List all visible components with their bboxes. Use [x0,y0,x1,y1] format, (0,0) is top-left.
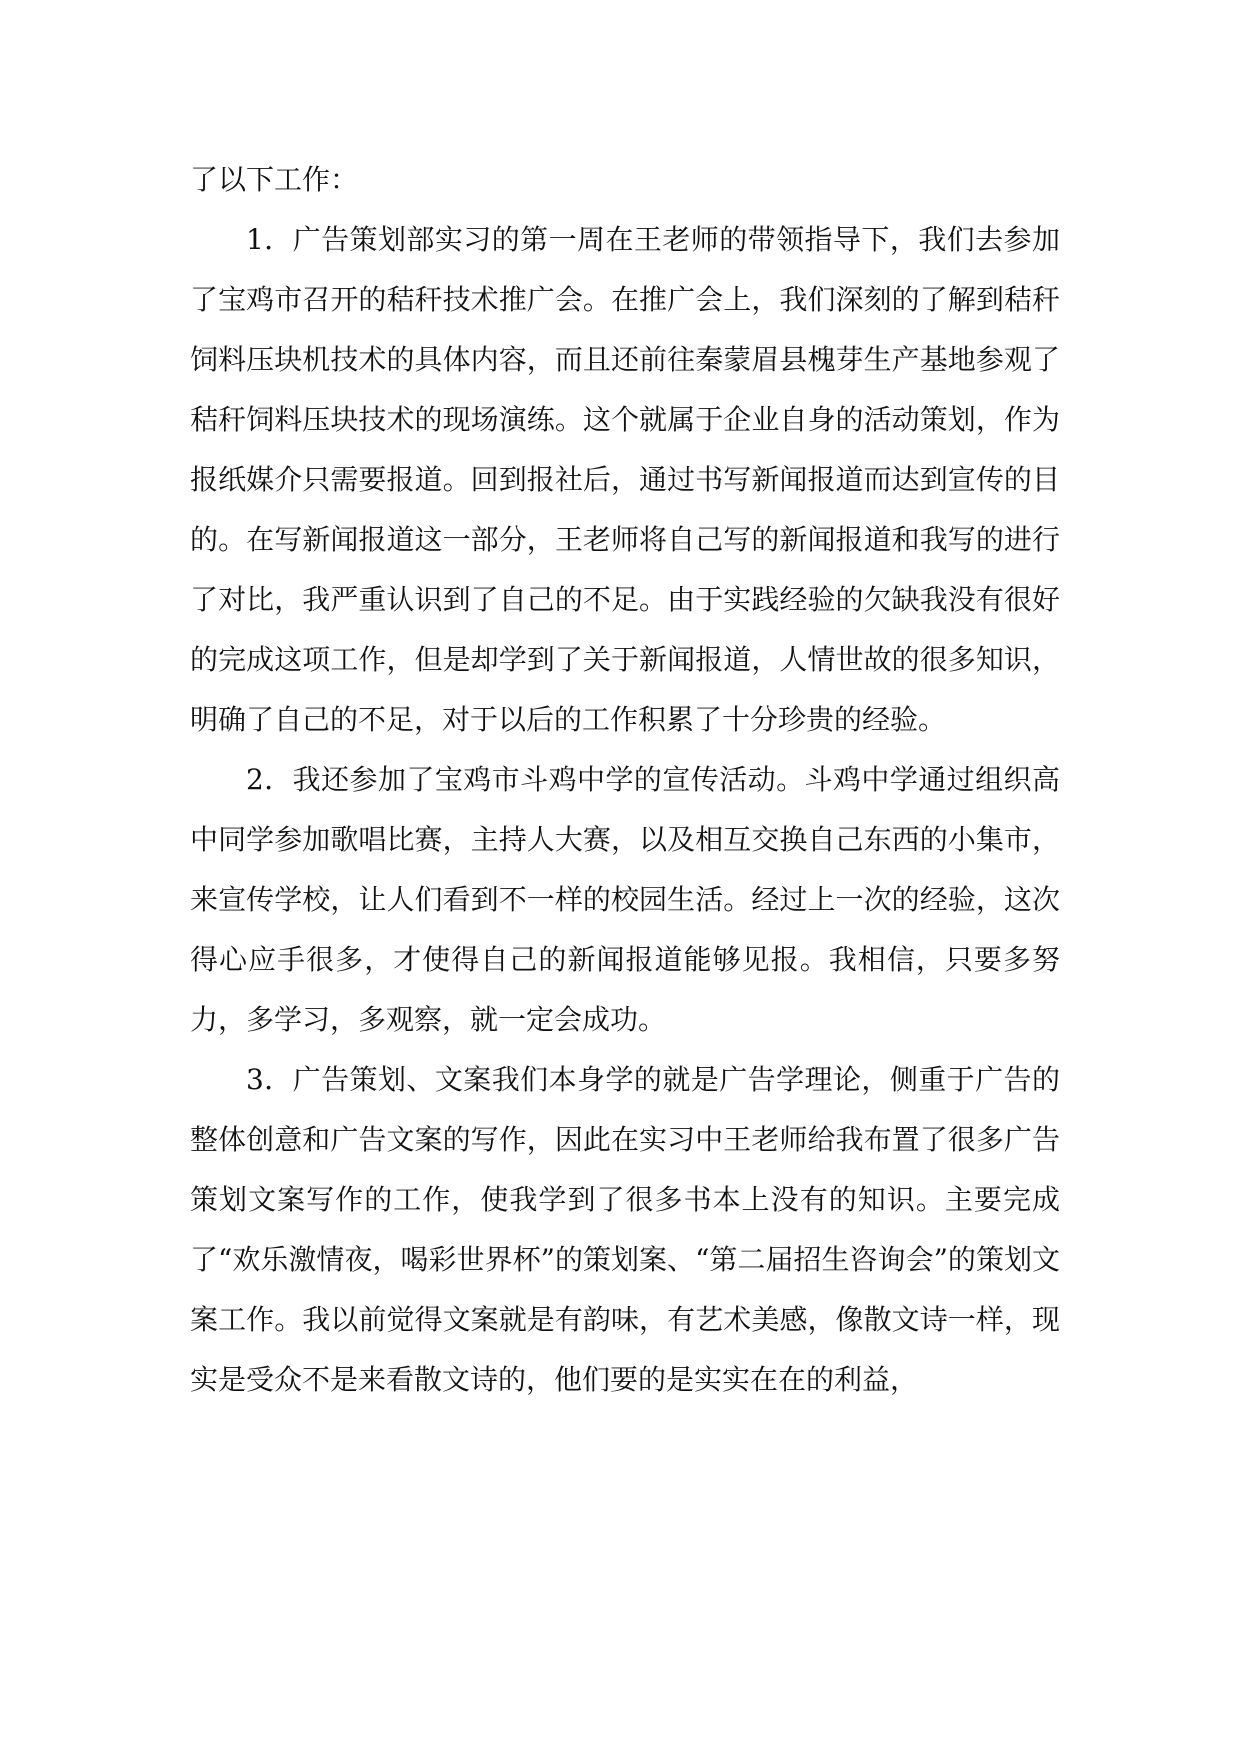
paragraph-item-2: 2．我还参加了宝鸡市斗鸡中学的宣传活动。斗鸡中学通过组织高中同学参加歌唱比赛，主持人大赛，以及相互交换自己东西的小集市，来宣传学校，让人们看到不一样的校园生活。经过上一次的经验，这次得心应手很多，才使得自己的新闻报道能够见报。我相信，只要多努力，多学习，多观察，就一定会成功。 [190,763,1060,1036]
paragraph-item-3: 3．广告策划、文案我们本身学的就是广告学理论，侧重于广告的整体创意和广告文案的写作，因此在实习中王老师给我布置了很多广告策划文案写作的工作，使我学到了很多书本上没有的知识。主要完成了“欢乐激情夜，喝彩世界杯”的策划案、“第二届招生咨询会”的策划文案工作。我以前觉得文案就是有韵味，有艺术美感，像散文诗一样，现实是受众不是来看散文诗的，他们要的是实实在在的利益， [190,1063,1060,1396]
paragraph-item-1: 1．广告策划部实习的第一周在王老师的带领指导下，我们去参加了宝鸡市召开的秸秆技术推广会。在推广会上，我们深刻的了解到秸秆饲料压块机技术的具体内容，而且还前往秦蒙眉县槐芽生产基地参观了秸秆饲料压块技术的现场演练。这个就属于企业自身的活动策划，作为报纸媒介只需要报道。回到报社后，通过书写新闻报道而达到宣传的目的。在写新闻报道这一部分，王老师将自己写的新闻报道和我写的进行了对比，我严重认识到了自己的不足。由于实践经验的欠缺我没有很好的完成这项工作，但是却学到了关于新闻报道，人情世故的很多知识，明确了自己的不足，对于以后的工作积累了十分珍贵的经验。 [190,223,1060,736]
paragraph-continuation: 了以下工作： [190,163,359,196]
document-body [190,150,1060,1410]
